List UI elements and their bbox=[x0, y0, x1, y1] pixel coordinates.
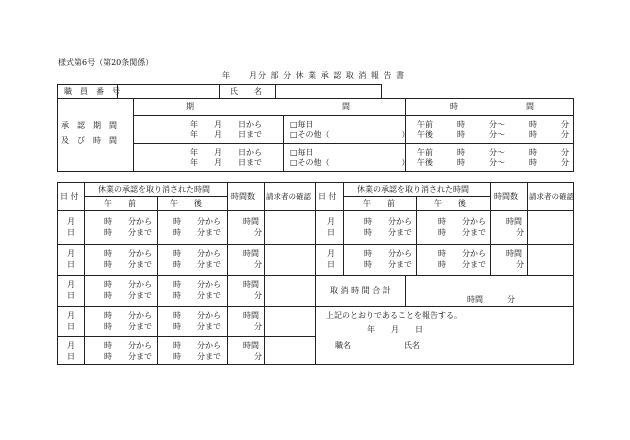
hours-header: 時間数 bbox=[494, 192, 518, 201]
pm-to: 時 分まで bbox=[173, 352, 221, 361]
am-from: 時 分から bbox=[104, 249, 152, 258]
month-cell: 月 bbox=[67, 280, 75, 289]
am-to: 時 分まで bbox=[104, 352, 152, 361]
day-cell: 日 bbox=[67, 291, 75, 300]
pm-to: 時 分まで bbox=[173, 291, 221, 300]
minutes-value: 分 bbox=[516, 260, 524, 269]
pm-to: 時 分まで bbox=[438, 228, 486, 237]
am-time-range: 午前 時 分～ 時 分 bbox=[417, 120, 569, 129]
am-header: 午 前 bbox=[104, 199, 136, 208]
am-to: 時 分まで bbox=[104, 322, 152, 331]
day-cell: 日 bbox=[327, 260, 335, 269]
header-period: 期 bbox=[186, 102, 194, 111]
header-interval-2: 間 bbox=[526, 102, 534, 111]
hours-value: 時間 bbox=[243, 217, 259, 226]
pm-from: 時 分から bbox=[438, 249, 486, 258]
staff-number-field[interactable] bbox=[118, 85, 218, 98]
hours-value: 時間 bbox=[243, 249, 259, 258]
month-cell: 月 bbox=[67, 311, 75, 320]
pm-to: 時 分まで bbox=[173, 322, 221, 331]
report-statement: 上記のとおりであることを報告する。 bbox=[326, 311, 462, 320]
daily-checkbox[interactable]: □毎日 bbox=[290, 148, 314, 157]
day-cell: 日 bbox=[327, 228, 335, 237]
other-checkbox[interactable]: □その他（ ） bbox=[290, 158, 410, 167]
hours-value: 時間 bbox=[506, 249, 522, 258]
month-cell: 月 bbox=[67, 341, 75, 350]
period-from: 年 月 日から bbox=[190, 120, 262, 129]
am-from: 時 分から bbox=[104, 341, 152, 350]
form-number: 様式第6号（第20条関係） bbox=[58, 58, 154, 67]
header-interval: 間 bbox=[342, 102, 350, 111]
approval-label-line1: 承 認 期 間 bbox=[61, 121, 117, 130]
pm-from: 時 分から bbox=[438, 217, 486, 226]
approval-label-line2: 及 び 時 間 bbox=[61, 136, 117, 145]
pm-from: 時 分から bbox=[173, 249, 221, 258]
minutes-value: 分 bbox=[254, 260, 262, 269]
total-cancelled-label: 取 消 時 間 合 計 bbox=[330, 286, 391, 295]
requester-confirm-header: 請求者の確認 bbox=[529, 192, 574, 201]
name-label: 氏 名 bbox=[230, 87, 262, 96]
period-from: 年 月 日から bbox=[190, 148, 262, 157]
day-cell: 日 bbox=[67, 260, 75, 269]
pm-to: 時 分まで bbox=[173, 228, 221, 237]
minutes-value: 分 bbox=[254, 322, 262, 331]
date-header: 日 付 bbox=[60, 192, 79, 201]
am-from: 時 分から bbox=[364, 217, 412, 226]
month-cell: 月 bbox=[327, 249, 335, 258]
minutes-value: 分 bbox=[254, 228, 262, 237]
cancelled-time-header: 休業の承認を取り消された時間 bbox=[98, 185, 210, 194]
am-to: 時 分まで bbox=[104, 260, 152, 269]
am-time-range: 午前 時 分～ 時 分 bbox=[417, 148, 569, 157]
pm-from: 時 分から bbox=[173, 341, 221, 350]
pm-to: 時 分まで bbox=[438, 260, 486, 269]
am-to: 時 分まで bbox=[364, 228, 412, 237]
am-to: 時 分まで bbox=[104, 228, 152, 237]
requester-confirm-header: 請求者の確認 bbox=[266, 192, 311, 201]
other-checkbox[interactable]: □その他（ ） bbox=[290, 130, 410, 139]
hours-value: 時間 bbox=[506, 217, 522, 226]
header-time: 時 bbox=[450, 102, 458, 111]
month-cell: 月 bbox=[67, 217, 75, 226]
period-to: 年 月 日まで bbox=[190, 130, 262, 139]
hours-value: 時間 bbox=[243, 311, 259, 320]
am-from: 時 分から bbox=[364, 249, 412, 258]
pm-header: 午 後 bbox=[170, 199, 202, 208]
pm-time-range: 午後 時 分～ 時 分 bbox=[417, 130, 569, 139]
am-from: 時 分から bbox=[104, 217, 152, 226]
minutes-value: 分 bbox=[254, 352, 262, 361]
hours-header: 時間数 bbox=[231, 192, 255, 201]
report-date: 年 月 日 bbox=[367, 325, 423, 334]
cancelled-time-header: 休業の承認を取り消された時間 bbox=[357, 185, 469, 194]
daily-checkbox[interactable]: □毎日 bbox=[290, 120, 314, 129]
day-cell: 日 bbox=[67, 352, 75, 361]
am-from: 時 分から bbox=[104, 311, 152, 320]
am-header: 午 前 bbox=[363, 199, 395, 208]
am-to: 時 分まで bbox=[364, 260, 412, 269]
pm-header: 午 後 bbox=[434, 199, 466, 208]
pm-from: 時 分から bbox=[173, 217, 221, 226]
minutes-value: 分 bbox=[254, 291, 262, 300]
pm-to: 時 分まで bbox=[173, 260, 221, 269]
day-cell: 日 bbox=[67, 322, 75, 331]
total-cancelled-value: 時間 分 bbox=[467, 295, 515, 304]
period-to: 年 月 日まで bbox=[190, 158, 262, 167]
post-label: 職名 bbox=[335, 341, 351, 350]
form-title: 年 月分 部 分 休 業 承 認 取 消 報 告 書 bbox=[222, 71, 405, 80]
pm-from: 時 分から bbox=[173, 280, 221, 289]
hours-value: 時間 bbox=[243, 341, 259, 350]
am-from: 時 分から bbox=[104, 280, 152, 289]
signature-name-label: 氏名 bbox=[404, 341, 420, 350]
date-header: 日 付 bbox=[318, 192, 337, 201]
pm-time-range: 午後 時 分～ 時 分 bbox=[417, 158, 569, 167]
pm-from: 時 分から bbox=[173, 311, 221, 320]
staff-number-label: 職 員 番 号 bbox=[64, 87, 120, 96]
hours-value: 時間 bbox=[243, 280, 259, 289]
minutes-value: 分 bbox=[516, 228, 524, 237]
am-to: 時 分まで bbox=[104, 291, 152, 300]
month-cell: 月 bbox=[67, 249, 75, 258]
day-cell: 日 bbox=[67, 228, 75, 237]
name-field[interactable] bbox=[276, 85, 381, 98]
month-cell: 月 bbox=[327, 217, 335, 226]
